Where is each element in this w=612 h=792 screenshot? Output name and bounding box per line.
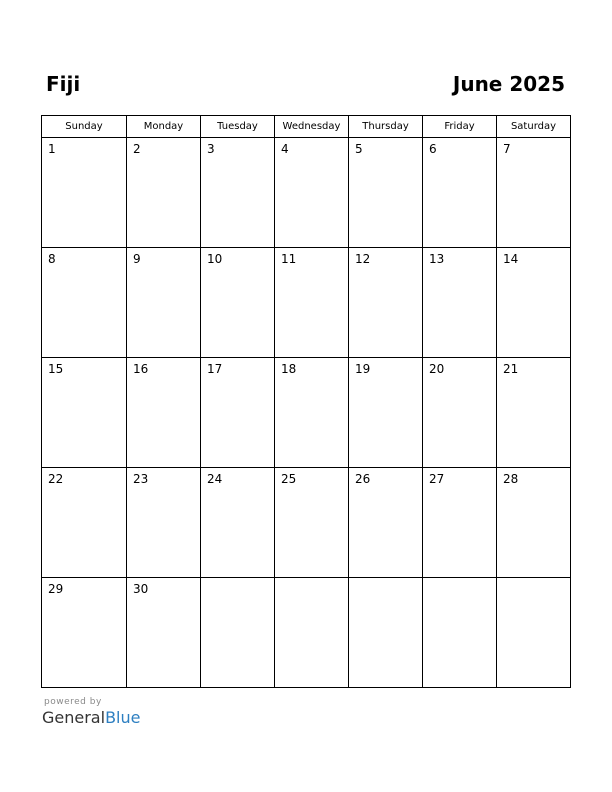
weekday-monday: Monday [127,116,201,138]
week-row [42,578,571,688]
day-cell: 29 [42,578,127,688]
day-cell: 22 [42,468,127,578]
country-title: Fiji [46,72,81,96]
day-cell: 26 [349,468,423,578]
day-cell: 9 [127,248,201,358]
day-cell: 23 [127,468,201,578]
weekday-thursday: Thursday [349,116,423,138]
day-cell: 17 [201,358,275,468]
calendar-grid [41,115,571,688]
day-cell: 11 [275,248,349,358]
day-cell: 2 [127,138,201,248]
week-row [42,468,571,578]
brand-blue-text: Blue [105,708,141,727]
day-cell: 16 [127,358,201,468]
day-cell: 8 [42,248,127,358]
day-cell: 6 [423,138,497,248]
weekday-header-row [42,116,571,138]
week-row [42,358,571,468]
day-cell: 18 [275,358,349,468]
day-cell: 15 [42,358,127,468]
day-cell [349,578,423,688]
day-cell [423,578,497,688]
powered-by-text: powered by [44,697,102,707]
day-cell: 13 [423,248,497,358]
month-year-title: June 2025 [452,72,565,96]
day-cell: 3 [201,138,275,248]
day-cell: 30 [127,578,201,688]
day-cell [201,578,275,688]
weekday-friday: Friday [423,116,497,138]
day-cell: 7 [497,138,571,248]
week-row [42,138,571,248]
weekday-saturday: Saturday [497,116,571,138]
weekday-sunday: Sunday [42,116,127,138]
brand-general-text: General [42,708,106,727]
day-cell: 21 [497,358,571,468]
generalblue-logo[interactable] [42,708,140,727]
day-cell: 25 [275,468,349,578]
day-cell: 5 [349,138,423,248]
day-cell: 28 [497,468,571,578]
day-cell: 10 [201,248,275,358]
day-cell [275,578,349,688]
day-cell: 14 [497,248,571,358]
day-cell: 24 [201,468,275,578]
weekday-wednesday: Wednesday [275,116,349,138]
weekday-tuesday: Tuesday [201,116,275,138]
day-cell: 12 [349,248,423,358]
day-cell [497,578,571,688]
day-cell: 20 [423,358,497,468]
day-cell: 19 [349,358,423,468]
day-cell: 4 [275,138,349,248]
week-row [42,248,571,358]
day-cell: 27 [423,468,497,578]
day-cell: 1 [42,138,127,248]
